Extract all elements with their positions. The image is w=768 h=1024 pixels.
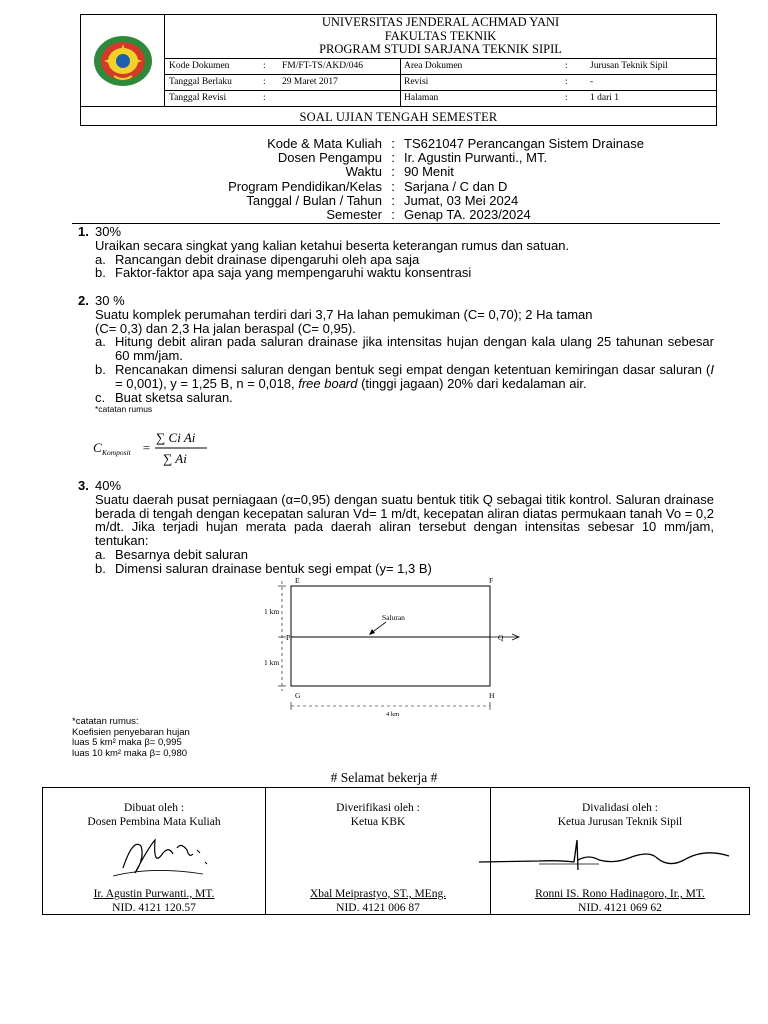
sub-question-b: b. Faktor-faktor apa saja yang mempengaruhi waktu konsentrasi — [95, 266, 714, 280]
signer-name: Ronni IS. Rono Hadinagoro, Ir., MT. — [535, 888, 705, 900]
area-boundary — [291, 586, 490, 686]
info-row: Kode & Mata Kuliah : TS621047 Perancangan Sistem Drainase — [150, 137, 644, 151]
revisi-label: Revisi — [404, 77, 429, 87]
info-label: Kode & Mata Kuliah — [267, 136, 382, 151]
drainage-area-diagram — [258, 576, 522, 718]
signature-col-verifier — [265, 788, 490, 914]
info-value: Jumat, 03 Mei 2024 — [404, 192, 519, 208]
info-row: Program Pendidikan/Kelas : Sarjana / C dan D — [150, 180, 644, 194]
area-label: Area Dokumen — [404, 61, 463, 71]
program-name: PROGRAM STUDI SARJANA TEKNIK SIPIL — [319, 42, 562, 56]
signature-author-icon — [93, 828, 223, 883]
info-label: Semester — [326, 207, 382, 223]
sub-question-text: = 0,001), y = 1,25 B, n = 0,018, — [115, 375, 299, 391]
doc-title: SOAL UJIAN TENGAH SEMESTER — [81, 106, 716, 127]
halaman-value: 1 dari 1 — [590, 93, 620, 103]
divider-line — [72, 223, 720, 224]
meta-row-berlaku — [165, 74, 716, 90]
sub-question-text: Rancangan debit drainase dipengaruhi oleh apa saja — [115, 251, 420, 267]
label-pointer-arrow-icon — [369, 629, 375, 635]
kode-label: Kode Dokumen — [169, 61, 230, 71]
meta-colon: : — [263, 93, 266, 103]
sub-question-text: (tinggi jagaan) 20% dari kedalaman air. — [357, 375, 587, 391]
question-2 — [78, 294, 714, 414]
sub-question-text: Hitung debit aliran pada saluran drainase jika intensitas hujan dengan kala ulang 25 tahunan sebesar 60 mm/jam. — [115, 334, 714, 364]
question-1 — [78, 225, 714, 280]
university-logo — [92, 34, 154, 88]
rain-distribution-notes — [72, 717, 190, 759]
meta-divider — [400, 58, 401, 106]
signature-col-validator — [490, 788, 749, 914]
tgl-revisi-label: Tanggal Revisi — [169, 93, 227, 103]
signature-role: Dosen Pembina Mata Kuliah — [87, 816, 221, 828]
berlaku-label: Tanggal Berlaku — [169, 77, 232, 87]
corner-label-f: F — [489, 576, 494, 585]
slope-symbol: I — [710, 361, 714, 377]
signature-col-author — [43, 788, 265, 914]
question-intro: Suatu daerah pusat perniagaan (α=0,95) dengan suatu bentuk titik Q sebagai titik kontrol. Saluran drainase berada di tengah dengan kecepatan saluran Vd= 1 m/dt, kecepatan aliran diatas permukaan tanah Vo = 0,2 m/dt. Jika terjadi hujan merata pada daerah aliran tersebut dengan intensitas sebesar 10 mm/jam, tentukan: — [95, 491, 714, 549]
point-label-q: Q — [498, 633, 504, 642]
document-header — [80, 14, 717, 126]
signer-nid: NID. 4121 120.57 — [112, 902, 196, 914]
signature-action: Dibuat oleh : — [123, 802, 185, 814]
meta-colon: : — [263, 77, 266, 87]
signature-role: Ketua KBK — [350, 816, 406, 828]
meta-colon: : — [565, 93, 568, 103]
course-info — [150, 137, 644, 222]
info-label: Waktu — [345, 164, 382, 180]
info-value: 90 Menit — [404, 164, 454, 180]
info-value: Ir. Agustin Purwanti., MT. — [404, 150, 548, 166]
free-board-term: free board — [298, 375, 358, 391]
meta-colon: : — [565, 77, 568, 87]
formula-denominator: ∑ Ai — [163, 451, 187, 466]
signer-name: Ir. Agustin Purwanti., MT. — [93, 888, 215, 900]
revisi-value: - — [590, 77, 594, 87]
info-row: Semester : Genap TA. 2023/2024 — [150, 208, 644, 222]
info-label: Program Pendidikan/Kelas — [228, 178, 382, 194]
sub-question-text: Buat sketsa saluran. — [115, 389, 233, 405]
info-row: Dosen Pengampu : Ir. Agustin Purwanti., MT. — [150, 151, 644, 165]
signature-table — [42, 787, 750, 915]
faculty-name: FAKULTAS TEKNIK — [384, 28, 497, 43]
question-number: 1. — [78, 224, 89, 239]
signature-validator-icon — [479, 830, 749, 880]
info-value: Genap TA. 2023/2024 — [404, 207, 531, 223]
corner-label-g: G — [295, 691, 301, 700]
question-intro: (C= 0,3) dan 2,3 Ha jalan beraspal (C= 0,95). — [95, 320, 356, 336]
signer-nid: NID. 4121 069 62 — [578, 902, 662, 914]
question-weight: 30% — [95, 224, 122, 239]
formula-subscript: Komposit — [102, 448, 131, 457]
sub-question-text: Rencanakan dimensi saluran dengan bentuk segi empat dengan ketentuan kemiringan dasar saluran ( — [115, 361, 711, 377]
formula-numerator: ∑ Ci Ai — [156, 430, 196, 445]
area-value: Jurusan Teknik Sipil — [590, 61, 668, 71]
sub-question-c: c. Buat sketsa saluran. — [95, 391, 714, 405]
question-weight: 30 % — [95, 293, 125, 308]
signer-nid: NID. 4121 006 87 — [336, 902, 420, 914]
note-line: luas 10 km² maka β= 0,980 — [72, 747, 188, 759]
composite-coefficient-formula — [93, 428, 223, 472]
info-label: Tanggal / Bulan / Tahun — [246, 192, 382, 208]
note-line: luas 5 km² maka β= 0,995 — [72, 737, 182, 748]
formula-note: *catatan rumus — [95, 404, 153, 415]
document-meta-table — [165, 58, 716, 106]
sub-question-a: a. Besarnya debit saluran — [95, 548, 714, 562]
sub-question-text: Dimensi saluran drainase bentuk segi empat (y= 1,3 B) — [115, 560, 432, 576]
formula-equals: = — [142, 440, 151, 455]
info-row: Waktu : 90 Menit — [150, 165, 644, 179]
info-value: Sarjana / C dan D — [404, 178, 508, 194]
corner-label-h: H — [489, 691, 495, 700]
question-intro: Suatu komplek perumahan terdiri dari 3,7 Ha lahan pemukiman (C= 0,70); 2 Ha taman — [95, 306, 593, 322]
signer-name: Xbal Meiprastyo, ST., MEng. — [309, 888, 447, 900]
signature-action: Divalidasi oleh : — [581, 802, 658, 814]
meta-row-tgl-revisi — [165, 90, 716, 106]
note-line: Koefisien penyebaran hujan — [72, 726, 190, 738]
signature-action: Diverifikasi oleh : — [336, 802, 420, 814]
sub-question-text: Besarnya debit saluran — [115, 546, 248, 562]
berlaku-value: 29 Maret 2017 — [282, 77, 338, 87]
dimension-label-top: 1 km — [264, 607, 280, 616]
info-row: Tanggal / Bulan / Tahun : Jumat, 03 Mei 2024 — [150, 194, 644, 208]
sub-question-a: a. Hitung debit aliran pada saluran drainase jika intensitas hujan dengan kala ulang 25 tahunan sebesar 60 mm/jam. — [95, 334, 714, 364]
halaman-label: Halaman — [404, 93, 439, 103]
dimension-label-bottom: 1 km — [264, 658, 280, 667]
note-title: *catatan rumus: — [72, 716, 139, 727]
question-number: 3. — [78, 478, 89, 493]
sub-question-text: Faktor-faktor apa saja yang mempengaruhi waktu konsentrasi — [115, 265, 472, 281]
university-name: UNIVERSITAS JENDERAL ACHMAD YANI — [321, 15, 560, 29]
university-heading — [165, 15, 716, 58]
info-label: Dosen Pengampu — [277, 150, 382, 166]
sub-question-a: a. Rancangan debit drainase dipengaruhi oleh apa saja — [95, 253, 714, 267]
closing-message: # Selamat bekerja # — [330, 770, 438, 785]
corner-label-e: E — [295, 576, 300, 585]
sub-question-b: b. Dimensi saluran drainase bentuk segi empat (y= 1,3 B) — [95, 562, 714, 576]
formula-lhs: C — [93, 440, 102, 455]
question-number: 2. — [78, 293, 89, 308]
question-intro: Uraikan secara singkat yang kalian ketahui beserta keterangan rumus dan satuan. — [95, 237, 570, 253]
point-label-p: P — [286, 633, 291, 642]
question-weight: 40% — [95, 478, 122, 493]
logo-cell — [81, 15, 165, 106]
kode-value: FM/FT-TS/AKD/046 — [282, 61, 363, 71]
channel-label: Saluran — [382, 613, 405, 622]
dimension-label-width: 4 km — [386, 711, 400, 718]
question-3 — [78, 479, 714, 576]
meta-row-kode — [165, 58, 716, 74]
signature-role: Ketua Jurusan Teknik Sipil — [557, 816, 683, 828]
meta-colon: : — [263, 61, 266, 71]
meta-colon: : — [565, 61, 568, 71]
info-value: TS621047 Perancangan Sistem Drainase — [404, 136, 644, 151]
sub-question-b: b. Rencanakan dimensi saluran dengan bentuk segi empat dengan ketentuan kemiringan dasar saluran (I = 0,001), y = 1,25 B, n = 0,018, free board (tinggi jagaan) 20% dari kedalaman air. — [95, 361, 714, 391]
